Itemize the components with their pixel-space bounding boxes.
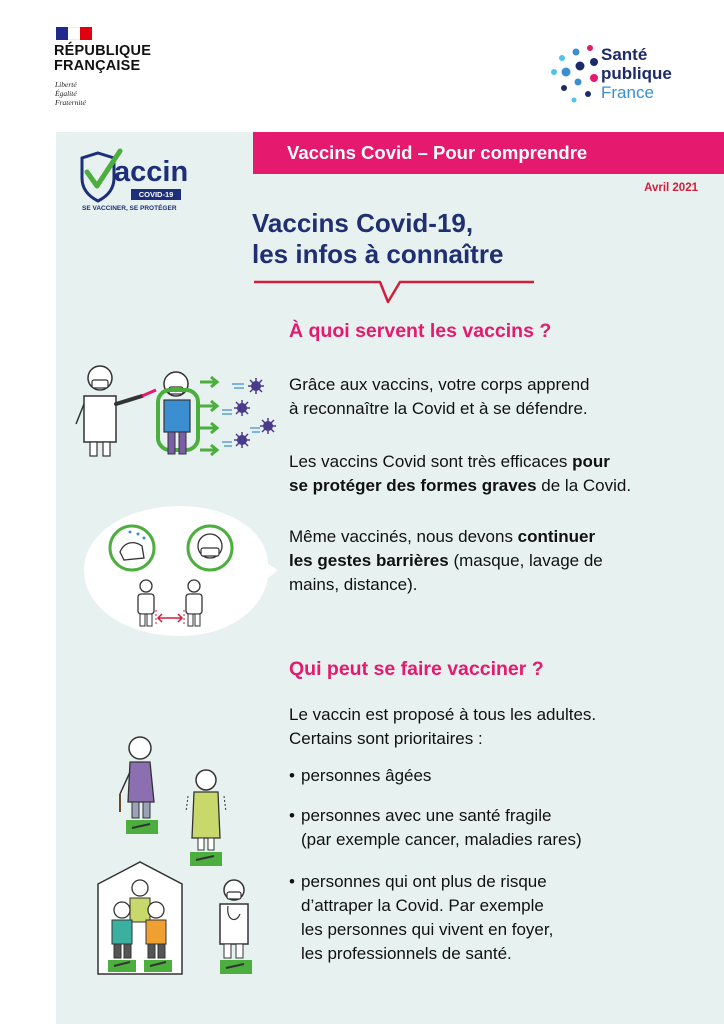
section2-intro (289, 703, 596, 751)
bullet3-line1: personnes qui ont plus de risque (301, 872, 547, 891)
s1p3-line3: mains, distance). (289, 575, 418, 594)
s1p2-line2a: se protéger des formes graves (289, 476, 537, 495)
s1p3-line1b: continuer (517, 527, 596, 546)
spf-dots-icon (548, 38, 604, 106)
s1p3-line2b: (masque, lavage de (448, 551, 603, 570)
category-banner: Vaccins Covid – Pour comprendre (253, 132, 724, 174)
s1p1-line1: Grâce aux vaccins, votre corps apprend (289, 375, 590, 394)
republic-name: RÉPUBLIQUE FRANÇAISE (54, 43, 152, 74)
page-title (252, 208, 503, 270)
vaccin-logo-tag: COVID-19 (131, 189, 181, 200)
spf-logo-line3: France (601, 83, 654, 102)
page-title-line2: les infos à connaître (252, 239, 504, 269)
page-title-line1: Vaccins Covid-19, (252, 208, 474, 238)
section1-heading: À quoi servent les vaccins ? (289, 320, 552, 342)
spf-logo-line1: Santé (601, 45, 648, 64)
spf-logo-text (601, 45, 672, 102)
barrier-gestures-icon (80, 502, 280, 640)
doctor-vaccinating-icon (72, 360, 284, 465)
s1p2-line1b: pour (572, 452, 610, 471)
vaccin-logo-slogan: SE VACCINER, SE PROTÉGER (82, 205, 177, 212)
family-house-and-health-worker-icon (96, 858, 262, 978)
section1-paragraph3 (289, 525, 603, 597)
s1p3-line1a: Même vaccinés, nous devons (289, 527, 518, 546)
marianne-flag-icon (56, 27, 92, 40)
speech-bubble-underline (252, 276, 542, 310)
s1p2-line1a: Les vaccins Covid sont très efficaces (289, 452, 573, 471)
bullet-symbol: • (289, 806, 295, 825)
bullet3-line4: les professionnels de santé. (301, 944, 512, 963)
publication-date: Avril 2021 (644, 182, 698, 194)
s1p2-line2b: de la Covid. (536, 476, 632, 495)
priority-bullet-3 (289, 870, 553, 966)
bullet2-line1: personnes avec une santé fragile (301, 806, 552, 825)
elderly-and-fragile-icon (108, 732, 238, 872)
bullet2-line2: (par exemple cancer, maladies rares) (301, 830, 582, 849)
section2-heading: Qui peut se faire vacciner ? (289, 658, 544, 680)
spf-logo-line2: publique (601, 64, 672, 83)
section1-paragraph1 (289, 373, 589, 421)
section1-paragraph2 (289, 450, 631, 498)
vaccin-logo-word: accin (114, 156, 189, 188)
bullet3-line3: les personnes qui vivent en foyer, (301, 920, 554, 939)
s1p3-line2a: les gestes barrières (289, 551, 449, 570)
s2-intro-line2: Certains sont prioritaires : (289, 729, 483, 748)
priority-bullet-1 (289, 764, 431, 788)
s2-intro-line1: Le vaccin est proposé à tous les adultes. (289, 705, 597, 724)
bullet1-line1: personnes âgées (301, 766, 432, 785)
republic-motto: Liberté Égalité Fraternité (55, 80, 86, 107)
priority-bullet-2 (289, 804, 582, 852)
bullet-symbol: • (289, 766, 295, 785)
s1p1-line2: à reconnaître la Covid et à se défendre. (289, 399, 588, 418)
bullet3-line2: d’attraper la Covid. Par exemple (301, 896, 544, 915)
bullet-symbol: • (289, 872, 295, 891)
